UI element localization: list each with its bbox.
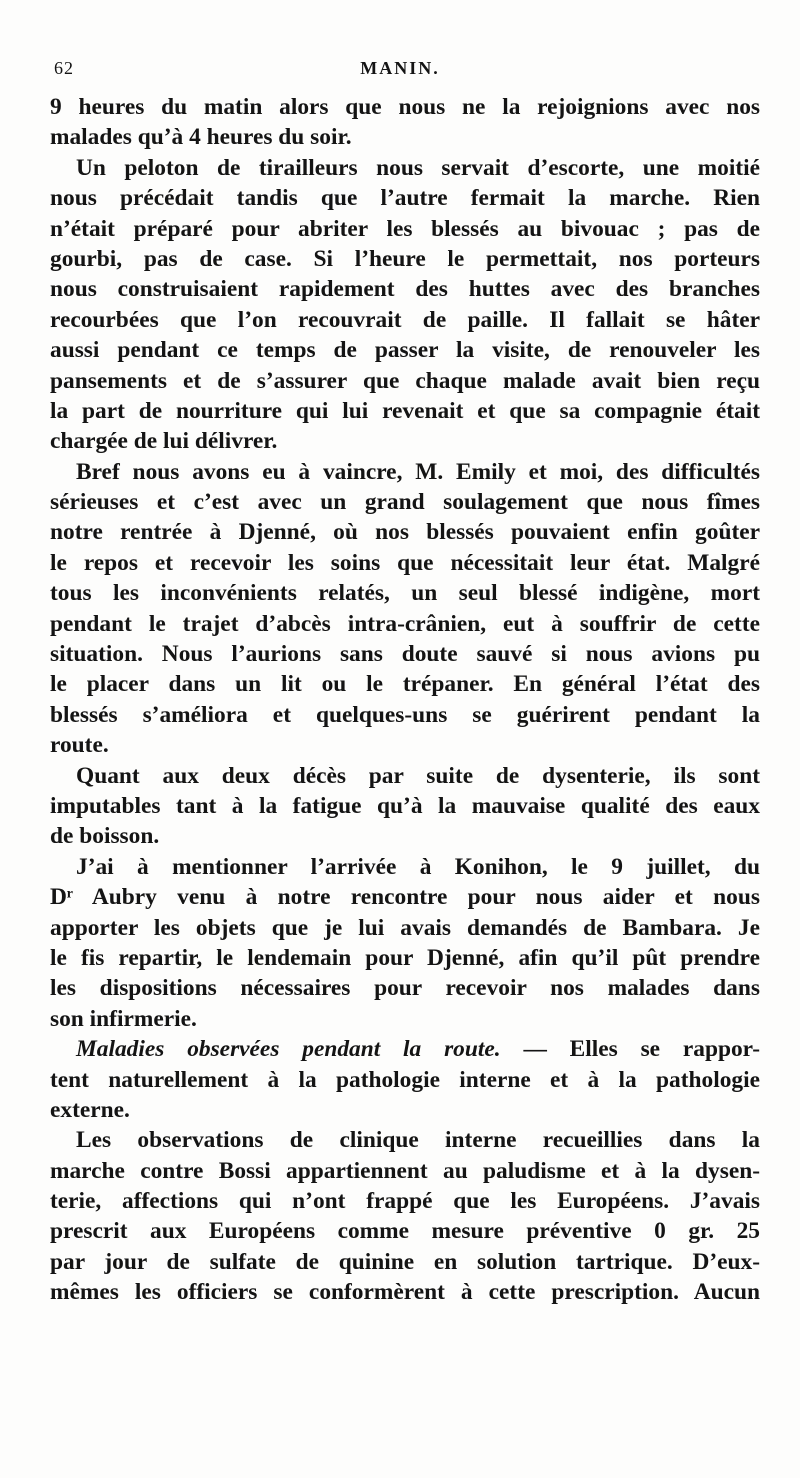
text-line <box>50 274 760 304</box>
line-text: Les observations de clinique interne recueillies dans la <box>76 1127 760 1154</box>
text-line <box>50 1216 760 1246</box>
line-text: aussi pendant ce temps de passer la visite, de renouveler les <box>50 337 760 364</box>
line-text: apporter les objets que je lui avais demandés de Bambara. Je <box>50 914 760 941</box>
line-text: nous précédait tandis que l’autre fermait la marche. Rien <box>50 185 760 212</box>
line-text: la part de nourriture qui lui revenait et que sa compagnie était <box>50 397 760 424</box>
running-head <box>50 58 750 86</box>
text-line <box>50 821 760 851</box>
text-line <box>50 244 760 274</box>
text-line <box>50 609 760 639</box>
line-text: mêmes les officiers se conformèrent à cette prescription. Aucun <box>50 1279 760 1306</box>
line-text: son infirmerie. <box>50 1005 197 1032</box>
text-line <box>50 487 760 517</box>
line-text: imputables tant à la fatigue qu’à la mauvaise qualité des eaux <box>50 792 760 819</box>
line-text: nous construisaient rapidement des huttes avec des branches <box>50 276 760 303</box>
text-line <box>50 426 760 456</box>
text-line <box>50 882 760 912</box>
line-text: le repos et recevoir les soins que nécessitait leur état. Malgré <box>50 549 760 576</box>
line-text: Bref nous avons eu à vaincre, M. Emily et moi, des difficultés <box>76 458 760 485</box>
text-line <box>50 1034 760 1064</box>
text-line <box>50 1277 760 1307</box>
line-text: pansements et de s’assurer que chaque malade avait bien reçu <box>50 367 760 394</box>
text-line <box>50 639 760 669</box>
text-line <box>50 548 760 578</box>
text-line <box>50 943 760 973</box>
text-line <box>50 1186 760 1216</box>
text-line <box>50 1065 760 1095</box>
body-text <box>50 92 760 1308</box>
line-text: route. <box>50 732 109 759</box>
line-text: Quant aux deux décès par suite de dysenterie, ils sont <box>76 762 760 789</box>
line-text: Un peloton de tirailleurs nous servait d’escorte, une moitié <box>76 154 760 181</box>
text-line <box>50 578 760 608</box>
line-text: recourbées que l’on recouvrait de paille. Il fallait se hâter <box>50 306 760 333</box>
text-line <box>50 913 760 943</box>
line-text: n’était préparé pour abriter les blessés au bivouac ; pas de <box>50 215 760 242</box>
line-text: sérieuses et c’est avec un grand soulagement que nous fîmes <box>50 489 760 516</box>
text-line <box>50 517 760 547</box>
line-text: pendant le trajet d’abcès intra-crânien, eut à souffrir de cette <box>50 610 760 637</box>
line-text: situation. Nous l’aurions sans doute sauvé si nous avions pu <box>50 641 760 668</box>
line-text: tous les inconvénients relatés, un seul blessé indigène, mort <box>50 580 760 607</box>
text-line <box>50 852 760 882</box>
text-line <box>50 761 760 791</box>
text-line <box>50 183 760 213</box>
text-line <box>50 973 760 1003</box>
text-line <box>50 669 760 699</box>
line-text: externe. <box>50 1096 130 1123</box>
line-text: tent naturellement à la pathologie interne et à la pathologie <box>50 1066 760 1093</box>
line-text: Dʳ Aubry venu à notre rencontre pour nous aider et nous <box>50 884 760 911</box>
line-text: marche contre Bossi appartiennent au paludisme et à la dysen- <box>50 1157 760 1184</box>
text-line <box>50 1095 760 1125</box>
line-text: gourbi, pas de case. Si l’heure le permettait, nos porteurs <box>50 245 760 272</box>
text-line <box>50 730 760 760</box>
text-line <box>50 1156 760 1186</box>
line-text: blessés s’améliora et quelques-uns se guérirent pendant la <box>50 701 760 728</box>
line-text: de boisson. <box>50 823 160 850</box>
text-line <box>50 1247 760 1277</box>
line-text: le placer dans un lit ou le trépaner. En général l’état des <box>50 671 760 698</box>
text-line <box>50 122 760 152</box>
page-number: 62 <box>54 58 74 78</box>
line-text: malades qu’à 4 heures du soir. <box>50 124 352 151</box>
text-line <box>50 214 760 244</box>
text-line <box>50 457 760 487</box>
text-line <box>50 791 760 821</box>
line-text: 9 heures du matin alors que nous ne la rejoignions avec nos <box>50 94 760 120</box>
text-line <box>50 305 760 335</box>
line-text: chargée de lui délivrer. <box>50 428 278 455</box>
line-text: le fis repartir, le lendemain pour Djenné, afin qu’il pût prendre <box>50 944 760 971</box>
text-line <box>50 153 760 183</box>
text-line <box>50 92 760 122</box>
line-text: — Elles se rappor- <box>500 1036 760 1063</box>
line-text: prescrit aux Européens comme mesure préventive 0 gr. 25 <box>50 1218 760 1245</box>
section-heading-italic: Maladies observées pendant la route. <box>76 1036 501 1063</box>
text-line <box>50 366 760 396</box>
line-text: notre rentrée à Djenné, où nos blessés pouvaient enfin goûter <box>50 519 760 546</box>
text-line <box>50 335 760 365</box>
text-line <box>50 700 760 730</box>
line-text: par jour de sulfate de quinine en solution tartrique. D’eux- <box>50 1248 760 1275</box>
text-line <box>50 1125 760 1155</box>
line-text: les dispositions nécessaires pour recevoir nos malades dans <box>50 975 760 1002</box>
running-title: MANIN. <box>360 58 440 78</box>
text-line <box>50 1004 760 1034</box>
text-line <box>50 396 760 426</box>
line-text: J’ai à mentionner l’arrivée à Konihon, le 9 juillet, du <box>76 853 760 880</box>
line-text: terie, affections qui n’ont frappé que les Européens. J’avais <box>50 1188 760 1215</box>
